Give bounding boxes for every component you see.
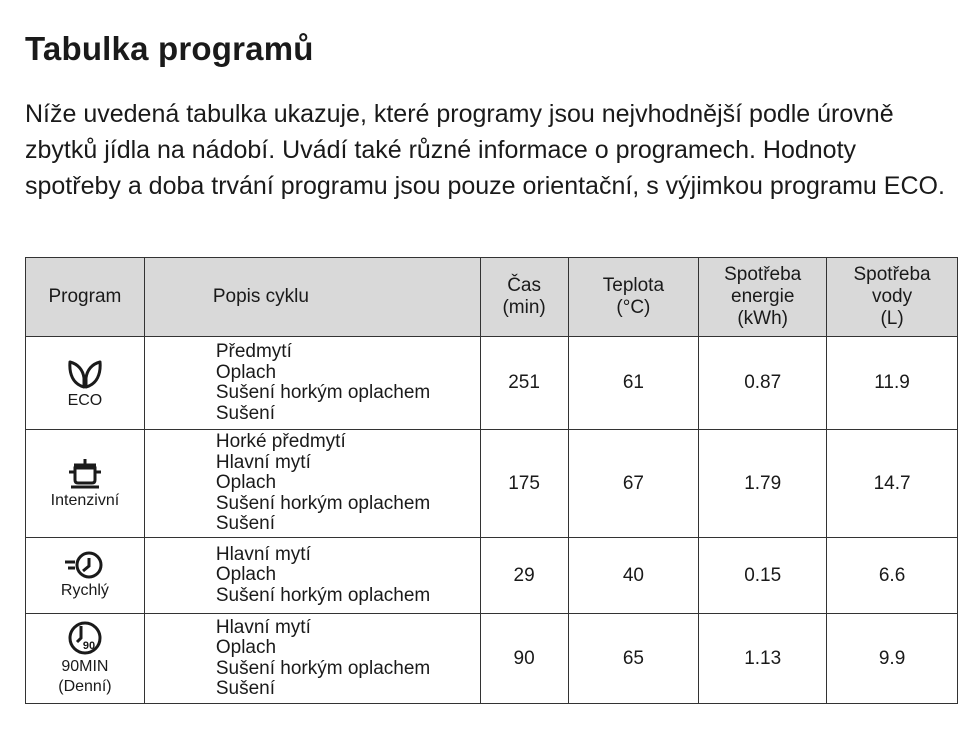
program-cell <box>26 614 145 704</box>
program-cell <box>26 337 145 430</box>
table-row <box>26 614 958 704</box>
temperature-cell: 40 <box>568 538 699 614</box>
table-header-row <box>26 258 958 337</box>
cycle-description: Horké předmytí Hlavní mytí Oplach Sušení horkým oplachem Sušení <box>144 430 480 538</box>
water-cell: 11.9 <box>827 337 958 430</box>
intro-paragraph: Níže uvedená tabulka ukazuje, které programy jsou nejvhodnější podle úrovně zbytků jídla na nádobí. Uvádí také různé informace o programech. Hodnoty spotřeby a doba trvání programu jsou pouze orientační, s výjimkou programu ECO. <box>25 100 945 200</box>
header-time: Čas (min) <box>480 258 568 337</box>
clock-90-icon <box>65 620 105 656</box>
program-cell <box>26 538 145 614</box>
table-row <box>26 430 958 538</box>
program-name: Rychlý <box>60 582 109 599</box>
cycle-description: Předmytí Oplach Sušení horkým oplachem Sušení <box>144 337 480 430</box>
fast-clock-icon <box>63 550 107 580</box>
temperature-cell: 65 <box>568 614 699 704</box>
header-water: Spotřeba vody (L) <box>827 258 958 337</box>
water-cell: 14.7 <box>827 430 958 538</box>
time-cell: 29 <box>480 538 568 614</box>
energy-cell: 1.13 <box>699 614 827 704</box>
energy-cell: 0.15 <box>699 538 827 614</box>
time-cell: 175 <box>480 430 568 538</box>
time-cell: 251 <box>480 337 568 430</box>
svg-text:90: 90 <box>82 640 96 652</box>
temperature-cell: 61 <box>568 337 699 430</box>
program-name-sub: (Denní) <box>58 678 112 695</box>
pot-icon <box>65 456 105 490</box>
header-program: Program <box>26 258 145 337</box>
water-cell: 9.9 <box>827 614 958 704</box>
header-energy: Spotřeba energie (kWh) <box>699 258 827 337</box>
program-cell <box>26 430 145 538</box>
temperature-cell: 67 <box>568 430 699 538</box>
header-temperature: Teplota (°C) <box>568 258 699 337</box>
energy-cell: 1.79 <box>699 430 827 538</box>
header-description: Popis cyklu <box>144 258 480 337</box>
cycle-description: Hlavní mytí Oplach Sušení horkým oplachem Sušení <box>144 614 480 704</box>
program-name: ECO <box>67 391 103 409</box>
page-title: Tabulka programů <box>25 30 314 67</box>
table-row <box>26 337 958 430</box>
water-cell: 6.6 <box>827 538 958 614</box>
time-cell: 90 <box>480 614 568 704</box>
program-table <box>25 257 958 704</box>
program-name: 90MIN <box>61 658 109 675</box>
leaf-icon <box>65 356 105 390</box>
energy-cell: 0.87 <box>699 337 827 430</box>
table-row <box>26 538 958 614</box>
program-name: Intenzivní <box>50 492 120 509</box>
cycle-description: Hlavní mytí Oplach Sušení horkým oplachem <box>144 538 480 614</box>
